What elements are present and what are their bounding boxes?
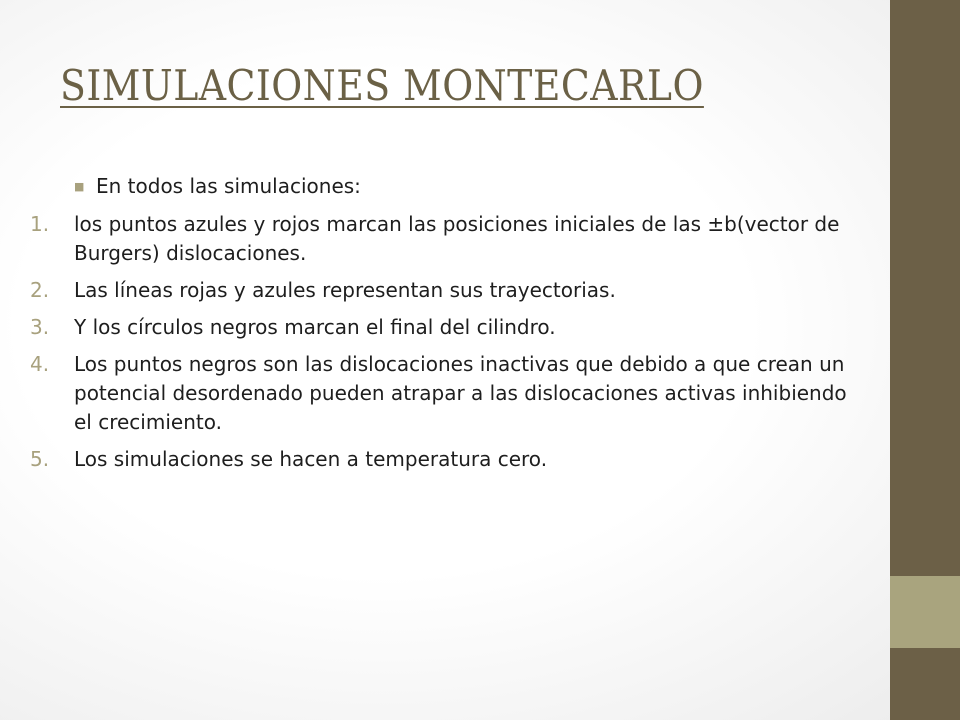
list-item-text: Los puntos negros son las dislocaciones inactivas que debido a que crean un potencial desordenado pueden atrapar a las dislocaciones activas inhibiendo el crecimiento. [74, 352, 847, 434]
numbered-list [30, 210, 854, 474]
intro-bullet [74, 172, 854, 201]
square-bullet-icon: ■ [74, 180, 85, 193]
list-item-number: 2. [30, 278, 50, 302]
list-item [30, 210, 854, 268]
sidebar-band-middle [890, 576, 960, 648]
list-item-number: 4. [30, 352, 50, 376]
slide-content [30, 172, 854, 482]
slide-title: SIMULACIONES MONTECARLO [60, 61, 704, 110]
list-item-number: 3. [30, 315, 50, 339]
list-item-number: 1. [30, 212, 50, 236]
list-item [30, 445, 854, 474]
list-item-text: los puntos azules y rojos marcan las posiciones iniciales de las ±b(vector de Burgers) dislocaciones. [74, 212, 840, 265]
list-item-text: Las líneas rojas y azules representan sus trayectorias. [74, 278, 616, 302]
sidebar-band-bottom [890, 648, 960, 720]
list-item [30, 276, 854, 305]
intro-text: En todos las simulaciones: [96, 174, 361, 198]
list-item-number: 5. [30, 447, 50, 471]
list-item [30, 350, 854, 437]
list-item-text: Los simulaciones se hacen a temperatura cero. [74, 447, 548, 471]
sidebar-band-top [890, 0, 960, 576]
list-item-text: Y los círculos negros marcan el final del cilindro. [74, 315, 556, 339]
list-item [30, 313, 854, 342]
